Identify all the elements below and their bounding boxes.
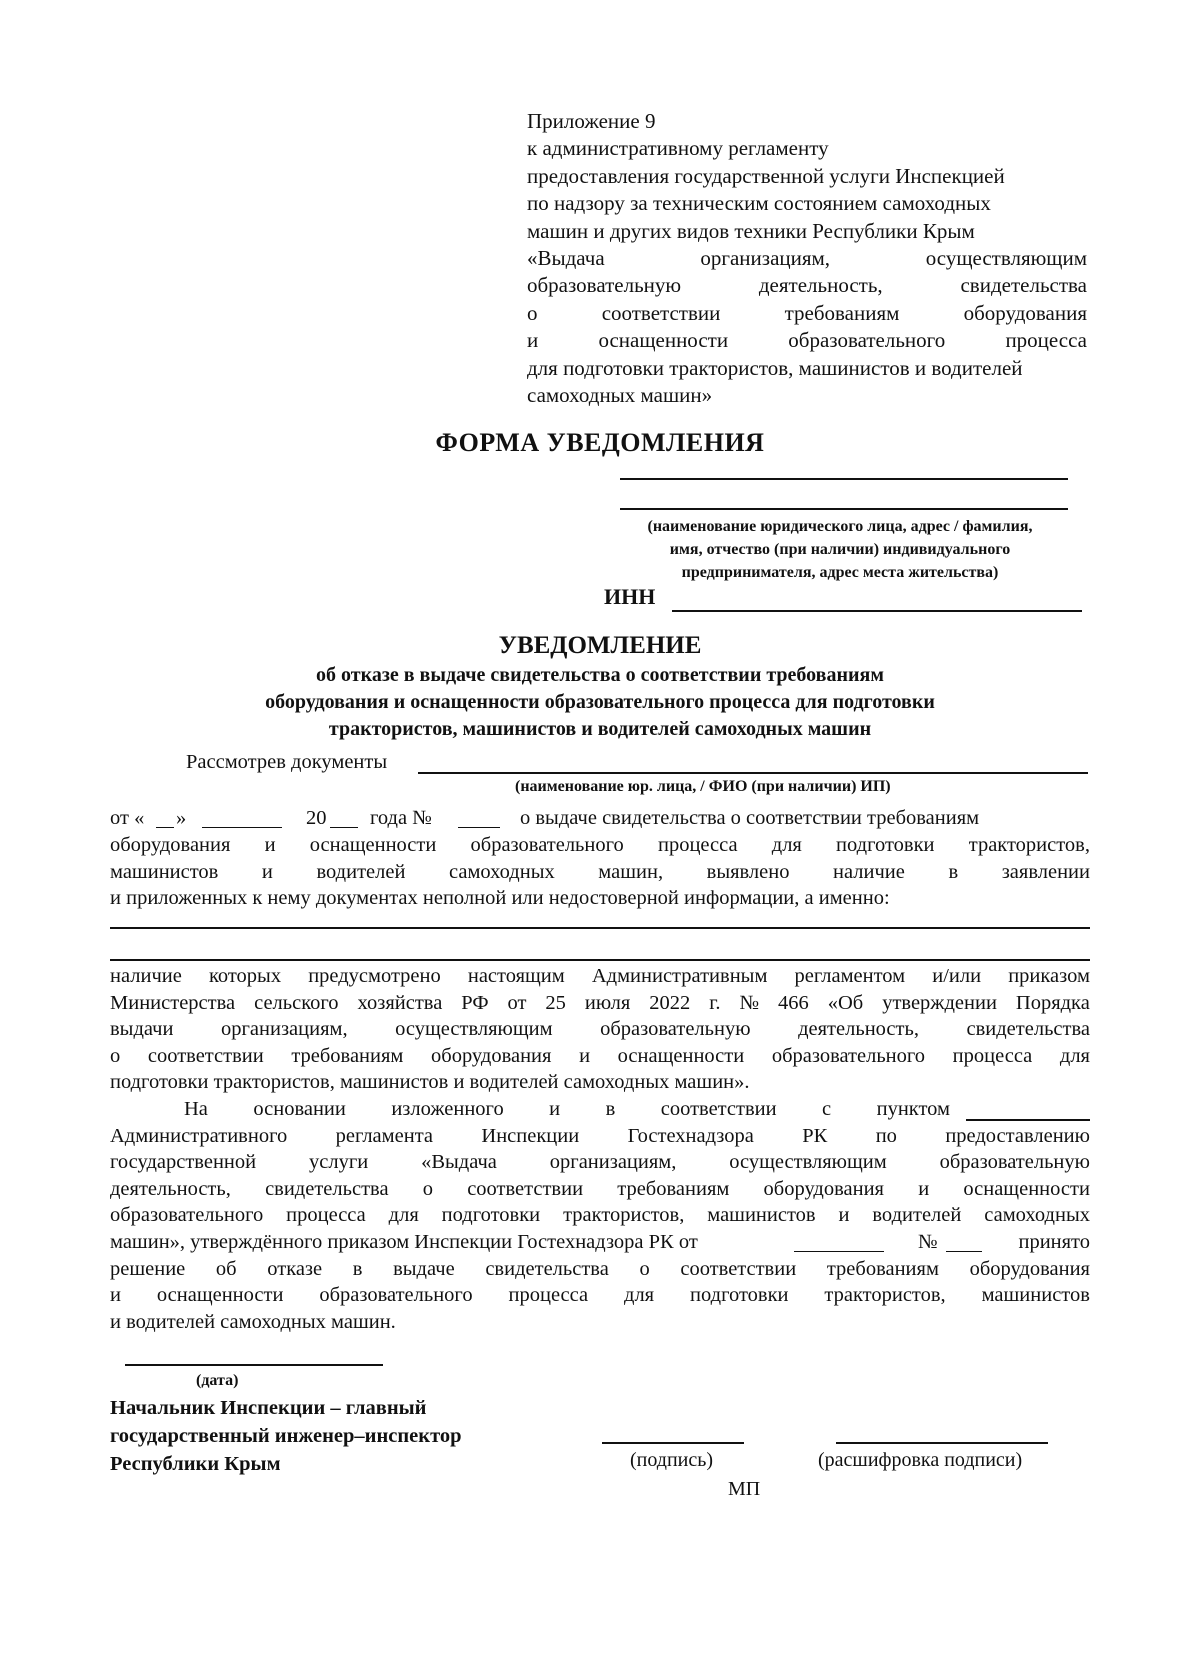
word: о: [639, 1257, 650, 1280]
word: для: [388, 1204, 419, 1227]
word: услуги: [308, 1151, 369, 1174]
order-number-label: №: [918, 1230, 938, 1253]
word: организациям,: [549, 1151, 677, 1174]
word: осуществляющим: [925, 246, 1087, 271]
word: Административного: [110, 1124, 288, 1147]
addressee-caption: [560, 515, 1120, 584]
word: настоящим: [467, 965, 565, 987]
word: водителей: [872, 1204, 962, 1227]
paragraph-2: [110, 963, 1090, 1096]
word: регламентом: [794, 965, 906, 987]
paragraph-1: [110, 832, 1090, 912]
word: для: [771, 834, 802, 856]
inn-blank-line: [672, 610, 1082, 612]
signatory-line: Республики Крым: [110, 1453, 281, 1475]
word: основании: [253, 1098, 346, 1120]
word: хозяйства: [357, 991, 443, 1014]
paragraph-line: [110, 1123, 1090, 1150]
quote-close: »: [176, 807, 187, 829]
paragraph-line: [110, 1256, 1090, 1283]
word: наличие: [110, 965, 182, 987]
word: и: [110, 1284, 121, 1307]
word: и: [838, 1204, 850, 1227]
paragraph-line: [110, 1202, 1090, 1229]
word: машинистов: [110, 860, 219, 883]
word: процесса: [508, 1284, 589, 1307]
word: оснащенности: [309, 834, 437, 856]
word: процесса: [286, 1204, 366, 1227]
word: «Об: [827, 991, 864, 1014]
stamp-label: МП: [728, 1478, 761, 1500]
signature-decode-caption: (расшифровка подписи): [818, 1449, 1023, 1471]
word: Административным: [591, 965, 768, 987]
annex-line: самоходных машин»: [527, 383, 713, 408]
signatory-line: государственный инженер–инспектор: [110, 1425, 462, 1447]
word: по: [875, 1124, 897, 1147]
word: выдачи: [110, 1018, 174, 1041]
word: Инспекции: [481, 1124, 580, 1147]
annex-line: по надзору за техническим состоянием самоходных: [527, 191, 991, 216]
word: и: [261, 860, 273, 883]
word: организациям,: [700, 246, 831, 271]
word: выдаче: [393, 1257, 455, 1280]
word: оснащенности: [617, 1044, 745, 1067]
inn-label: ИНН: [604, 584, 656, 609]
notice-title: УВЕДОМЛЕНИЕ: [498, 632, 702, 659]
word: На: [184, 1098, 208, 1120]
from-line: [110, 805, 1090, 832]
word: требованиям: [826, 1257, 939, 1280]
word: осуществляющим: [395, 1018, 553, 1041]
subtitle-line: об отказе в выдаче свидетельства о соответствии требованиям: [316, 664, 884, 686]
word: процесса: [952, 1044, 1033, 1067]
word: об: [215, 1257, 237, 1280]
annex-line: Приложение 9: [527, 109, 656, 133]
annex-line: [527, 300, 1087, 327]
word: подготовки: [690, 1284, 789, 1307]
signature-blank-line: [602, 1442, 744, 1444]
word: Гостехнадзора: [627, 1124, 754, 1147]
word: РФ: [461, 991, 489, 1014]
word: подготовки: [836, 834, 935, 856]
word: оборудования: [963, 300, 1087, 325]
annex-line: к административному регламенту: [527, 136, 829, 161]
word: деятельность,: [110, 1177, 231, 1200]
word: деятельность,: [758, 273, 883, 298]
signature-caption: (подпись): [630, 1449, 714, 1471]
caption-line: (наименование юридического лица, адрес / фамилия,: [647, 518, 1033, 535]
from-label: от «: [110, 807, 145, 829]
reviewed-caption: (наименование юр. лица, / ФИО (при наличии) ИП): [515, 778, 891, 795]
word: июля: [584, 991, 631, 1014]
word: в: [352, 1257, 363, 1280]
word: «Выдача: [527, 246, 605, 271]
word: и: [264, 834, 276, 856]
word: пунктом: [876, 1098, 950, 1120]
word: о: [110, 1044, 121, 1067]
addressee-blank-line: [620, 508, 1068, 510]
word: свидетельства: [265, 1177, 389, 1200]
word: свидетельства: [960, 273, 1087, 298]
word: процесса: [657, 834, 738, 856]
word: для: [1059, 1044, 1090, 1067]
word: отказе: [267, 1257, 323, 1280]
word: 25: [545, 991, 566, 1014]
word: соответствии: [467, 1177, 584, 1200]
word: с: [822, 1098, 832, 1120]
word: Порядка: [1015, 991, 1090, 1014]
word: трактористов,: [824, 1284, 946, 1307]
word: от: [507, 991, 527, 1014]
caption-line: имя, отчество (при наличии) индивидуального: [669, 541, 1011, 558]
subtitle-line: трактористов, машинистов и водителей самоходных машин: [328, 718, 872, 740]
word: самоходных: [984, 1204, 1090, 1227]
paragraph-line: [110, 859, 1090, 886]
word: требованиям: [784, 300, 900, 325]
word: сельского: [254, 991, 339, 1014]
word: и: [579, 1044, 591, 1067]
annex-line: [527, 272, 1087, 299]
reviewed-label: Рассмотрев документы: [186, 751, 388, 773]
addressee-blank-line: [620, 478, 1068, 480]
notice-subtitle: [110, 662, 1090, 743]
from-line-rest: о выдаче свидетельства о соответствии требованиям: [520, 807, 980, 829]
signatory-line: Начальник Инспекции – главный: [110, 1397, 427, 1419]
word: соответствии: [601, 300, 721, 325]
word: о: [422, 1177, 433, 1200]
word: соответствии: [680, 1257, 797, 1280]
number-blank: [458, 827, 500, 828]
date-caption: (дата): [196, 1372, 239, 1389]
caption-line: предпринимателя, адрес места жительства): [681, 564, 999, 581]
day-blank: [156, 827, 174, 828]
paragraph-line: [110, 1282, 1090, 1309]
word: водителей: [316, 860, 406, 883]
word: трактористов,: [968, 834, 1090, 856]
word: оборудования: [431, 1044, 552, 1067]
word: которых: [208, 965, 282, 987]
word: государственной: [110, 1151, 257, 1174]
word: требованиям: [617, 1177, 730, 1200]
order-number-blank: [946, 1251, 982, 1252]
word: организациям,: [221, 1018, 348, 1041]
word: и: [918, 1177, 930, 1200]
word: оснащенности: [963, 1177, 1090, 1200]
paragraph-line: подготовки трактористов, машинистов и водителей самоходных машин».: [110, 1071, 750, 1094]
word: машин,: [598, 860, 664, 883]
word: образовательного: [788, 328, 946, 353]
word: процесса: [1005, 328, 1087, 353]
word: выявлено: [706, 860, 790, 883]
word: наличие: [833, 860, 905, 883]
order-date-blank: [794, 1251, 884, 1252]
paragraph-line: и приложенных к нему документах неполной или недостоверной информации, а именно:: [110, 887, 890, 910]
word: машинистов: [981, 1284, 1090, 1307]
order-accepted: принято: [1018, 1230, 1090, 1253]
year-prefix: 20: [306, 807, 327, 829]
paragraph-line: [110, 1229, 1090, 1256]
annex-line: [527, 245, 1087, 272]
year-suffix: года №: [370, 807, 432, 829]
word: предусмотрено: [308, 965, 441, 987]
word: соответствии: [660, 1098, 777, 1120]
date-blank-line: [125, 1364, 383, 1366]
word: РК: [802, 1124, 828, 1147]
word: «Выдача: [421, 1151, 497, 1174]
paragraph-line: [110, 1043, 1090, 1070]
paragraph-line: [110, 1176, 1090, 1203]
paragraph-line: и водителей самоходных машин.: [110, 1310, 396, 1333]
word: самоходных: [449, 860, 555, 883]
word: образовательного: [470, 834, 624, 856]
word: в: [605, 1098, 616, 1120]
word: 466: [778, 991, 809, 1014]
form-title: ФОРМА УВЕДОМЛЕНИЯ: [435, 428, 765, 457]
word: образовательную: [527, 273, 682, 298]
paragraph-line: [110, 990, 1090, 1017]
clause-blank: [966, 1119, 1090, 1121]
annex-header: [527, 108, 1087, 409]
annex-line: [527, 327, 1087, 354]
word: свидетельства: [485, 1257, 609, 1280]
word: №: [739, 991, 760, 1014]
word: оборудования: [110, 834, 231, 856]
annex-line: для подготовки трактористов, машинистов и водителей: [527, 355, 1023, 380]
paragraph-line: [110, 963, 1090, 990]
annex-line: предоставления государственной услуги Инспекцией: [527, 163, 1005, 188]
word: изложенного: [391, 1098, 504, 1120]
word: приказом: [1008, 965, 1090, 987]
paragraph-line: [110, 832, 1090, 859]
reviewed-blank-line: [418, 772, 1088, 774]
paragraph-line-words: [184, 1096, 950, 1123]
word: заявлении: [1001, 860, 1090, 883]
word: оснащенности: [598, 328, 729, 353]
order-text: машин», утверждённого приказом Инспекции Гостехнадзора РК от: [110, 1230, 698, 1253]
word: требованиям: [291, 1044, 404, 1067]
word: образовательного: [110, 1204, 264, 1227]
year-blank: [330, 827, 358, 828]
word: и/или: [932, 965, 982, 987]
word: образовательного: [771, 1044, 926, 1067]
word: решение: [110, 1257, 186, 1280]
word: осуществляющим: [729, 1151, 887, 1174]
word: образовательную: [939, 1151, 1090, 1174]
word: деятельность,: [798, 1018, 919, 1041]
details-blank-line: [110, 927, 1090, 929]
word: регламента: [335, 1124, 434, 1147]
word: трактористов,: [563, 1204, 685, 1227]
word: для: [624, 1284, 655, 1307]
signature-decode-blank-line: [836, 1442, 1048, 1444]
word: подготовки: [441, 1204, 541, 1227]
signatory-block: [110, 1394, 462, 1478]
word: свидетельства: [966, 1018, 1090, 1041]
word: образовательную: [600, 1018, 751, 1041]
word: 2022: [649, 991, 691, 1014]
word: г.: [709, 991, 721, 1014]
word: Министерства: [110, 991, 236, 1014]
word: оборудования: [763, 1177, 884, 1200]
details-blank-line: [110, 959, 1090, 961]
word: машинистов: [707, 1204, 816, 1227]
month-blank: [202, 827, 282, 828]
word: утверждении: [882, 991, 997, 1014]
paragraph-3: [110, 1096, 1090, 1335]
subtitle-line: оборудования и оснащенности образовательного процесса для подготовки: [265, 691, 935, 713]
word: о: [527, 300, 538, 325]
word: предоставлению: [945, 1124, 1090, 1147]
paragraph-line: [110, 1016, 1090, 1043]
word: и: [549, 1098, 561, 1120]
word: и: [527, 328, 539, 353]
word: оборудования: [969, 1257, 1090, 1280]
word: в: [948, 860, 959, 883]
word: образовательного: [319, 1284, 473, 1307]
paragraph-line: [110, 1096, 1090, 1123]
paragraph-line: [110, 1149, 1090, 1176]
word: соответствии: [147, 1044, 264, 1067]
word: оснащенности: [156, 1284, 284, 1307]
annex-line: машин и других видов техники Республики Крым: [527, 218, 975, 243]
